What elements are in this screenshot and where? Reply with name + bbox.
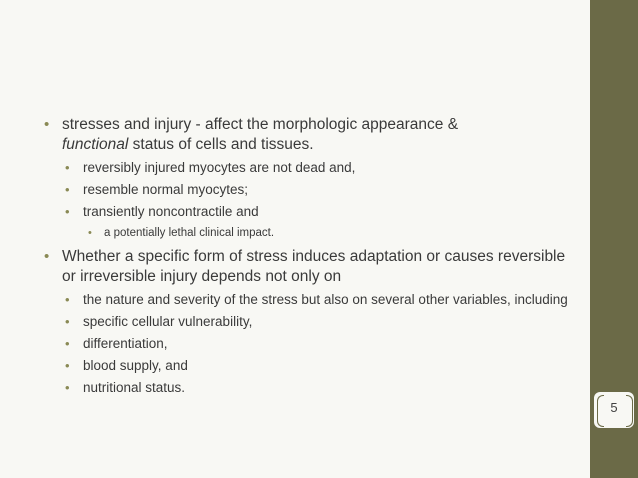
sub-bullet-blood-supply: [44, 357, 569, 375]
sub-sub-bullet-text: a potentially lethal clinical impact.: [104, 227, 275, 239]
bullet-whether: [44, 247, 569, 287]
bullet-icon: •: [65, 336, 70, 351]
sub-bullet-text: nutritional status.: [83, 380, 186, 395]
sub-bullet-text: blood supply, and: [83, 358, 188, 373]
sub-bullet-nutritional: [44, 379, 569, 397]
sub-bullet-text: resemble normal myocytes;: [83, 182, 249, 197]
bullet-icon: •: [65, 182, 70, 197]
sub-bullet-resemble: [44, 181, 569, 199]
sub-bullet-reversibly: [44, 159, 569, 177]
sub-bullet-text: specific cellular vulnerability,: [83, 314, 253, 329]
bullet-icon: •: [65, 160, 70, 175]
bullet-icon: •: [88, 227, 92, 239]
bullet-icon: •: [65, 358, 70, 373]
bullet-text-rest: status of cells and tissues.: [128, 136, 314, 153]
sub-bullet-text: reversibly injured myocytes are not dead and,: [83, 160, 356, 175]
page-number: 5: [610, 400, 618, 415]
sub-bullet-transiently: [44, 203, 569, 221]
bullet-italic-text: functional: [62, 136, 129, 153]
right-bracket-icon: [626, 395, 633, 427]
sub-bullet-text: the nature and severity of the stress but also on several other variables, including: [83, 292, 568, 307]
sub-bullet-text: transiently noncontractile and: [83, 204, 259, 219]
bullet-text: stresses and injury - affect the morphologic appearance &: [62, 116, 459, 133]
bullet-stresses: [44, 115, 569, 155]
bullet-icon: •: [65, 314, 70, 329]
slide-body: [44, 115, 569, 397]
sub-bullet-nature: [44, 291, 569, 309]
sub-sub-bullet-lethal: [44, 225, 569, 241]
sub-bullet-vulnerability: [44, 313, 569, 331]
sub-bullet-differentiation: [44, 335, 569, 353]
bullet-icon: •: [65, 380, 70, 395]
bullet-icon: •: [44, 248, 50, 265]
bullet-icon: •: [44, 116, 50, 133]
bullet-icon: •: [65, 204, 70, 219]
bullet-text: Whether a specific form of stress induces adaptation or causes reversible or irreversible injury depends not only on: [62, 248, 566, 285]
bullet-icon: •: [65, 292, 70, 307]
sub-bullet-text: differentiation,: [83, 336, 168, 351]
